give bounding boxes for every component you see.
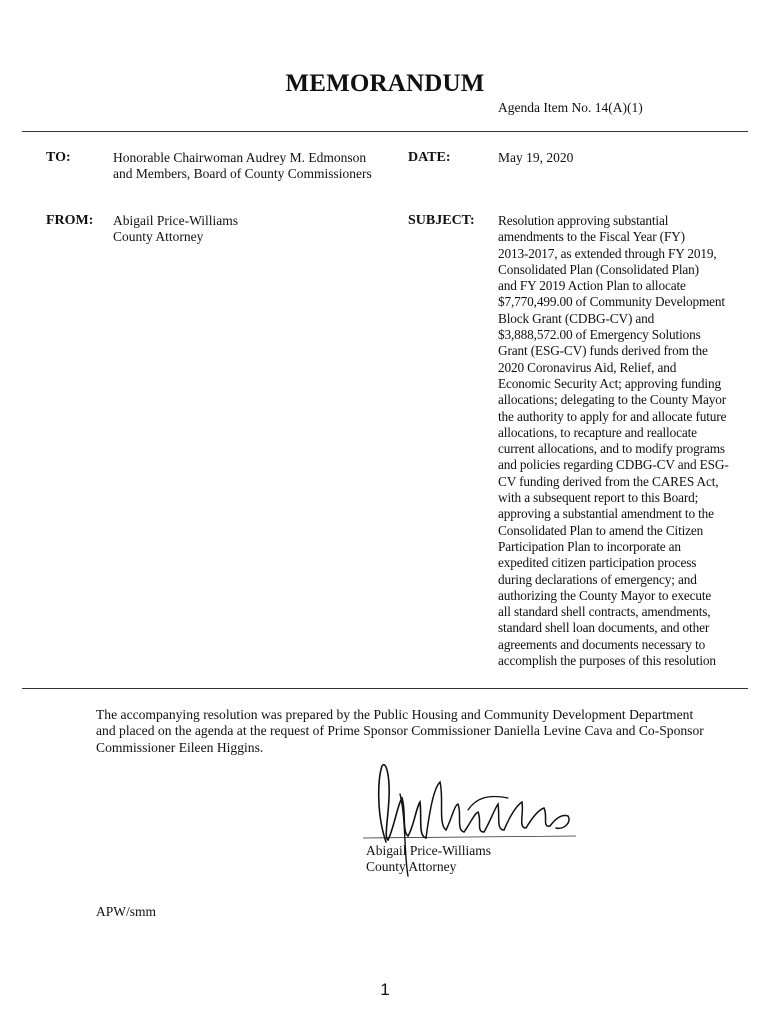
to-label: TO: [46,150,71,165]
to-recipient [113,150,372,183]
subject-line: 2020 Coronavirus Aid, Relief, and [498,359,677,375]
subject-line: and FY 2019 Action Plan to allocate [498,278,686,294]
body-paragraph [96,707,716,756]
signatory-title: County Attorney [366,859,457,875]
subject-line: Economic Security Act; approving funding [498,375,721,391]
date-value: May 19, 2020 [498,150,574,165]
body-line: The accompanying resolution was prepared by the Public Housing and Community Development Department [96,707,694,722]
from-sender [113,213,238,246]
subject-line: Resolution approving substantial [498,213,669,228]
agenda-item-number: Agenda Item No. 14(A)(1) [498,100,643,115]
subject-line: $3,888,572.00 of Emergency Solutions [498,327,701,343]
subject-line: allocations, to recapture and reallocate [498,424,697,440]
body-line: and placed on the agenda at the request of Prime Sponsor Commissioner Daniella Levine Cava and Co-Sponsor [96,723,704,739]
subject-line: with a subsequent report to this Board; [498,490,699,506]
body-line: Commissioner Eileen Higgins. [96,739,264,755]
subject-line: accomplish the purposes of this resolution [498,653,716,669]
to-line: and Members, Board of County Commissioners [113,166,372,182]
bottom-divider [22,688,748,689]
from-label: FROM: [46,213,94,228]
subject-line: $7,770,499.00 of Community Development [498,294,725,310]
subject-line: all standard shell contracts, amendments, [498,604,711,620]
subject-line: current allocations, and to modify programs [498,441,725,457]
subject-line: CV funding derived from the CARES Act, [498,473,719,489]
subject-line: approving a substantial amendment to the [498,506,714,522]
from-line: County Attorney [113,229,204,245]
signature-block [366,843,491,876]
subject-line: 2013-2017, as extended through FY 2019, [498,245,717,261]
to-line: Honorable Chairwoman Audrey M. Edmonson [113,150,367,165]
subject-line: authorizing the County Mayor to execute [498,587,712,603]
subject-label: SUBJECT: [408,213,475,228]
subject-line: Block Grant (CDBG-CV) and [498,310,655,326]
page-number: 1 [380,980,390,999]
subject-line: amendments to the Fiscal Year (FY) [498,229,685,245]
subject-line: agreements and documents necessary to [498,636,706,652]
from-line: Abigail Price-Williams [113,213,239,228]
subject-line: expedited citizen participation process [498,555,697,571]
subject-line: and policies regarding CDBG-CV and ESG- [498,457,729,473]
memo-title: MEMORANDUM [285,70,485,97]
top-divider [22,131,748,132]
subject-line: allocations; delegating to the County Mayor [498,392,727,408]
date-label: DATE: [408,150,451,165]
subject-line: Consolidated Plan to amend the Citizen [498,522,704,538]
signatory-name: Abigail Price-Williams [366,843,492,858]
subject-text [498,213,748,669]
subject-line: the authority to apply for and allocate future [498,408,727,424]
subject-line: Grant (ESG-CV) funds derived from the [498,343,708,359]
typist-initials: APW/smm [96,904,157,919]
subject-line: during declarations of emergency; and [498,571,697,587]
subject-line: Consolidated Plan (Consolidated Plan) [498,261,699,277]
subject-line: Participation Plan to incorporate an [498,538,681,554]
subject-line: standard shell loan documents, and other [498,620,710,636]
